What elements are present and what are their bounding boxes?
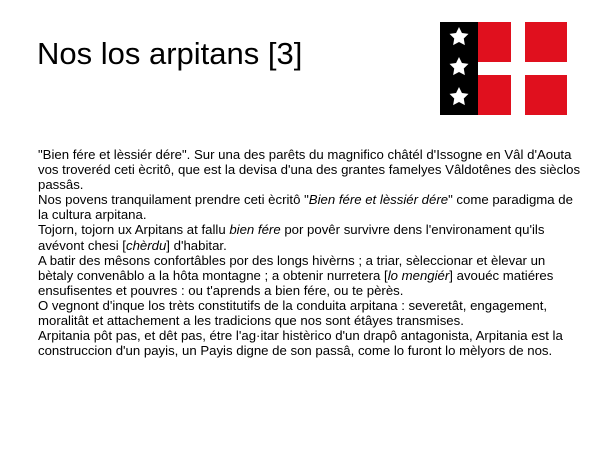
slide-body	[38, 147, 584, 358]
arpitan-flag	[440, 22, 567, 115]
paragraph	[38, 328, 584, 358]
paragraph	[38, 298, 584, 328]
italic-run: chèrdu	[125, 237, 167, 253]
text-run: A batir des mêsons confortâbles por des longs hivèrns ; a triar, sèleccionar et èlevar un bètaly convenâblo a la hôta montagne ; a obtenir nurretera [	[38, 252, 546, 283]
text-run: ] avouéc matiéres ensufisentes et pouvres : ou t'aprends a bien fére, ou te pèrès.	[38, 267, 554, 298]
slide-title: Nos los arpitans [3]	[37, 36, 303, 71]
paragraph	[38, 192, 584, 222]
paragraph	[38, 253, 584, 298]
text-run: por povêr survivre dens l'environament qu'ils avévont chesi [	[38, 222, 545, 253]
italic-run: bien fére	[229, 222, 281, 238]
flag-cross-horizontal	[478, 62, 567, 75]
italic-run: Bien fére et lèssiér dére	[308, 192, 449, 208]
text-run: Tojorn, tojorn ux Arpitans at fallu	[38, 222, 230, 238]
text-run: ] d'habitar.	[166, 237, 227, 253]
text-run: O vegnont d'inque los trèts constitutifs de la conduita arpitana : severetât, engagement, moralitât et attachement a les tradicions que nos sont étâyes transmises.	[38, 297, 548, 329]
paragraph	[38, 147, 584, 192]
italic-run: lo mengiér	[387, 267, 450, 283]
paragraph	[38, 222, 584, 252]
text-run: " come paradigma de la cultura arpitana.	[38, 192, 573, 223]
text-run: Nos povens tranquilament prendre ceti ècritô "	[38, 192, 309, 208]
text-run: Arpitania pôt pas, et dêt pas, étre l'ag·itar histèrico d'un drapô antagonista, Arpitania est la construccion d'un payis, un Payis digne de son passâ, come lo furont lo mèlyors de nos.	[38, 328, 563, 359]
text-run: "Bien fére et lèssiér dére". Sur una des parêts du magnifico châtél d'Issogne en Vâl d'Aouta vos troveréd ceti ècritô, que est la devisa d'una des grantes famelyes Vâldotênes des sièclos passâs.	[38, 147, 581, 193]
